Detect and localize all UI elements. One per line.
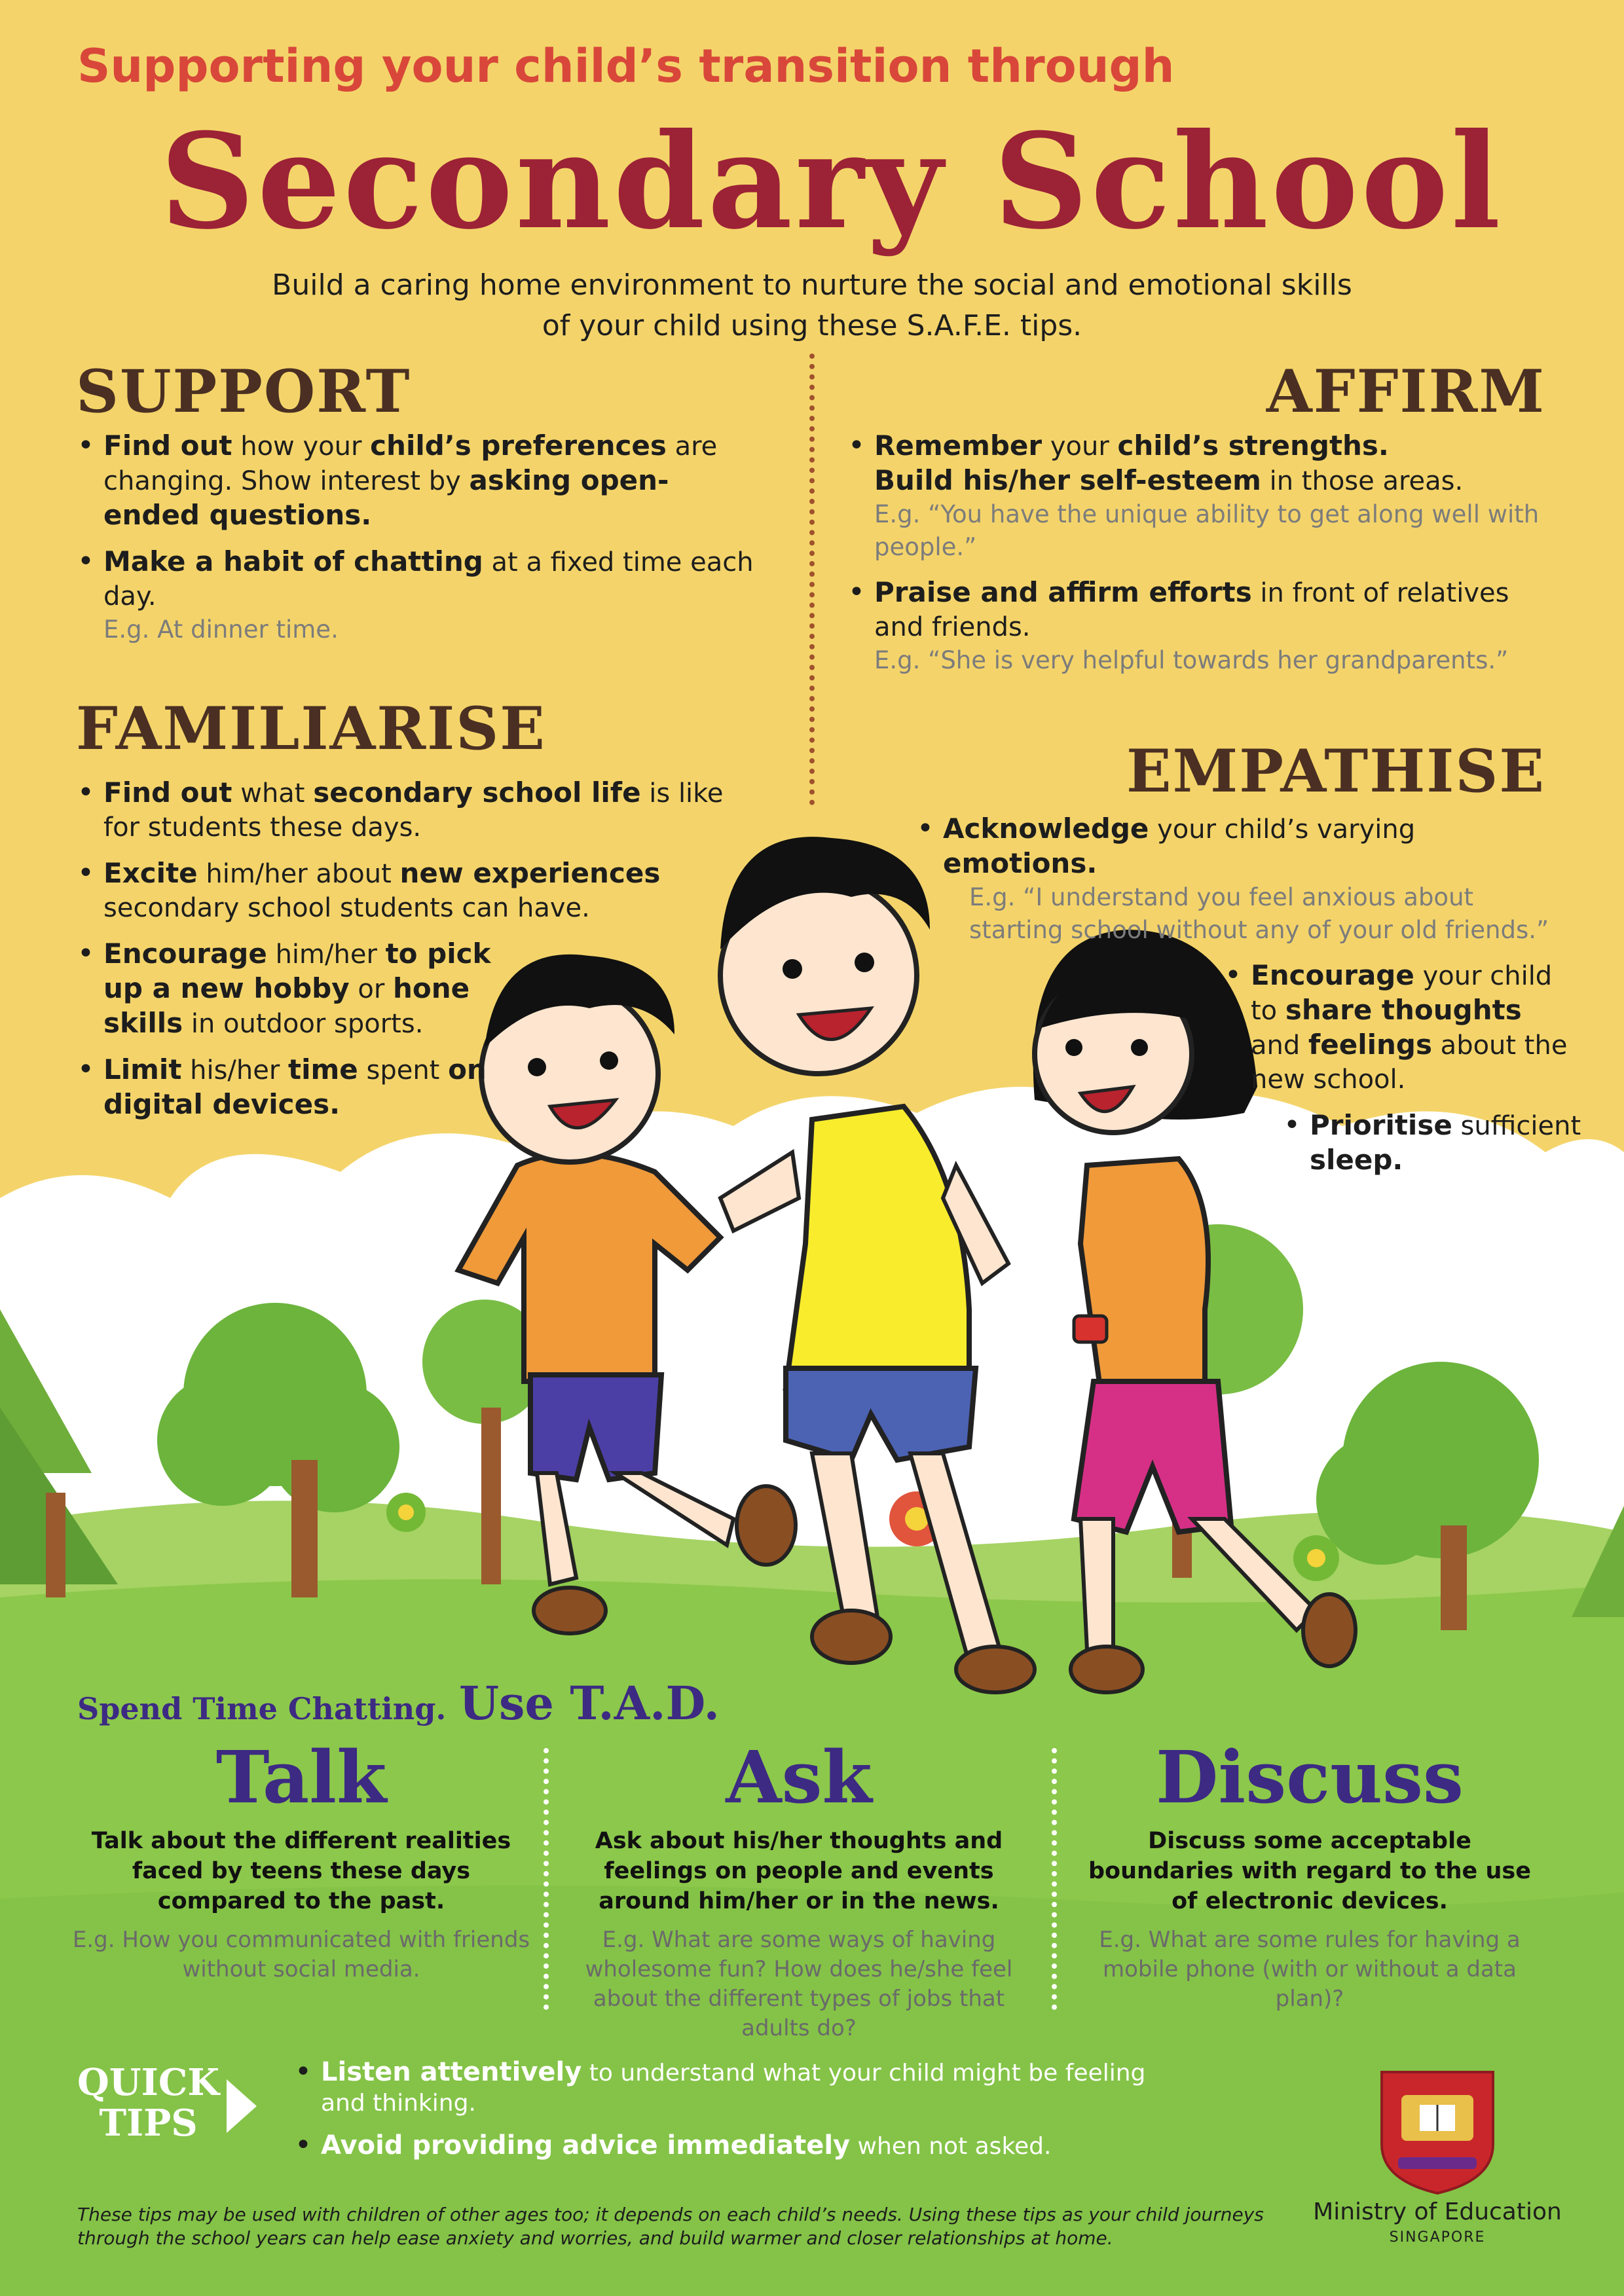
support-heading: SUPPORT (76, 357, 411, 426)
tad-column-discuss (1074, 1735, 1545, 2014)
tad-discuss-example: E.g. What are some rules for having a mobile phone (with or without a data plan)? (1099, 1927, 1521, 2012)
familiarise-heading: FAMILIARISE (76, 694, 546, 763)
list-item: • Find out how your child’s preferences are changing. Show interest by asking open-ended questions. (77, 429, 765, 533)
example-text: E.g. “You have the unique ability to get along well with people.” (874, 500, 1540, 561)
tad-title (77, 1676, 720, 1730)
example-text: E.g. “I understand you feel anxious about starting school without any of your old friends.” (969, 883, 1549, 944)
header-kicker: Supporting your child’s transition through (77, 39, 1175, 93)
list-item: • Prioritise sufficient sleep. (1283, 1108, 1585, 1178)
ministry-crest-logo (1375, 2066, 1500, 2196)
list-item: • Find out what secondary school life is like for students these days. (77, 776, 745, 845)
list-item: • Limit his/her time spent on digital devices. (77, 1053, 509, 1122)
tad-talk-heading: Talk (215, 1735, 387, 1819)
intro-line-2: of your child using these S.A.F.E. tips. (542, 309, 1082, 342)
tad-talk-body: Talk about the different realities faced by teens these days compared to the past. (91, 1828, 511, 1914)
list-item: • Listen attentively to understand what your child might be feeling and thinking. (295, 2057, 1146, 2119)
tad-ask-example: E.g. What are some ways of having wholesome fun? How does he/she feel about the different types of jobs that adults do? (585, 1927, 1013, 2041)
support-tips (77, 429, 765, 658)
list-item: • Praise and affirm efforts in front of relatives and friends. E.g. “She is very helpful towards her grandparents.” (848, 575, 1542, 677)
ministry-name: Ministry of Education (1313, 2198, 1562, 2225)
quick-label: QUICK (77, 2061, 220, 2104)
affirm-tips (848, 429, 1542, 689)
footer-note: These tips may be used with children of other ages too; it depends on each child’s needs. Using these tips as your child journeys through the school years can help ease anxiety and worries, and build warmer and closer relationships at home. (77, 2204, 1264, 2249)
intro-line-1: Build a caring home environment to nurture the social and emotional skills (272, 268, 1352, 302)
example-text: E.g. “She is very helpful towards her grandparents.” (874, 646, 1509, 674)
familiarise-tips (77, 776, 745, 1134)
ministry-country: SINGAPORE (1389, 2229, 1486, 2246)
tad-discuss-heading: Discuss (1156, 1735, 1464, 1819)
tad-divider-1 (544, 1748, 549, 2010)
tad-discuss-body: Discuss some acceptable boundaries with regard to the use of electronic devices. (1088, 1828, 1531, 1914)
tad-ask-body: Ask about his/her thoughts and feelings on people and events around him/her or in the news. (595, 1828, 1003, 1914)
list-item: • Excite him/her about new experiences secondary school students can have. (77, 856, 745, 925)
example-text: E.g. At dinner time. (103, 615, 339, 644)
intro-text (0, 265, 1624, 346)
tad-ask-heading: Ask (726, 1735, 872, 1819)
empathise-tips (917, 812, 1581, 1190)
list-item: • Remember your child’s strengths. Build his/her self-esteem in those areas. E.g. “You have the unique ability to get along well with people.” (848, 429, 1542, 564)
list-item: • Make a habit of chatting at a fixed time each day. E.g. At dinner time. (77, 545, 765, 646)
affirm-heading: AFFIRM (1266, 357, 1545, 426)
tips-label: TIPS (99, 2102, 198, 2145)
tad-divider-2 (1052, 1748, 1057, 2010)
tad-column-ask (563, 1735, 1035, 2043)
tad-column-talk (65, 1735, 537, 1984)
tad-use: Use T.A.D. (458, 1676, 720, 1730)
tad-lead: Spend Time Chatting. (77, 1691, 447, 1726)
empathise-heading: EMPATHISE (1126, 737, 1545, 806)
quick-tips-list (295, 2057, 1146, 2174)
page-title: Secondary School (160, 105, 1504, 259)
list-item: • Acknowledge your child’s varying emotions. E.g. “I understand you feel anxious about starting school without any of your old friends.” (917, 812, 1572, 947)
center-dotted-divider (809, 354, 815, 805)
arrow-right-icon (221, 2077, 261, 2136)
list-item: • Encourage your child to share thoughts and feelings about the new school. (1225, 958, 1578, 1097)
list-item: • Encourage him/her to pick up a new hobby or hone skills in outdoor sports. (77, 937, 509, 1041)
quick-tips-label (77, 2062, 219, 2143)
tad-talk-example: E.g. How you communicated with friends without social media. (72, 1927, 530, 1982)
list-item: • Avoid providing advice immediately when not asked. (295, 2130, 1146, 2162)
